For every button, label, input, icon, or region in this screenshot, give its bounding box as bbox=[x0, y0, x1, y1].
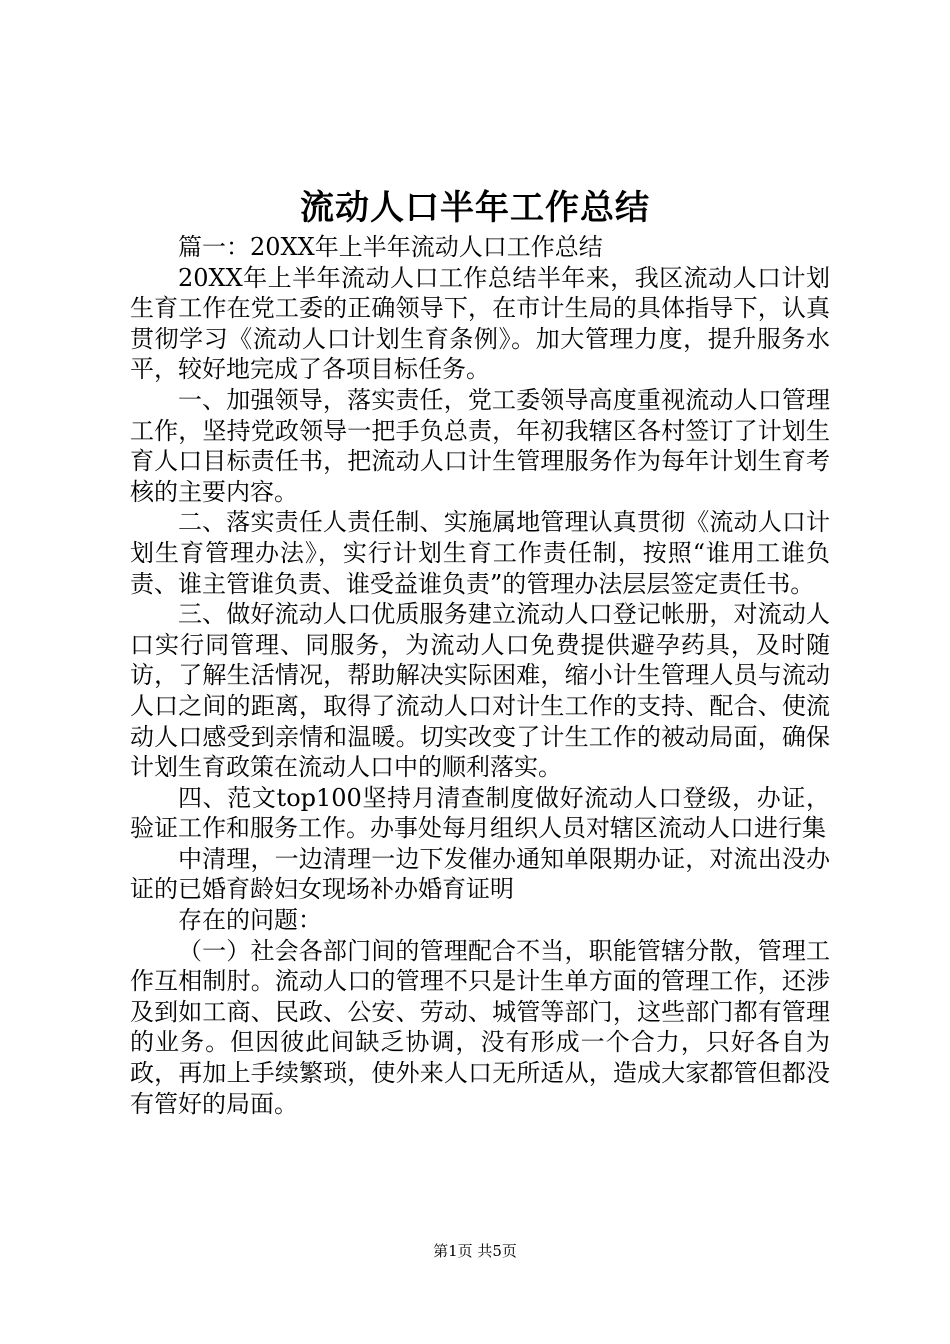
page-number: 第1页 共5页 bbox=[433, 1242, 517, 1260]
document-body bbox=[130, 232, 830, 1119]
paragraph-point-2: 二、落实责任人责任制、实施属地管理认真贯彻《流动人口计划生育管理办法》，实行计划生育工作责任制，按照“谁用工谁负责、谁主管谁负责、谁受益谁负责”的管理办法层层签定责任书。 bbox=[130, 508, 830, 598]
paragraph-point-4: 四、范文top100坚持月清查制度做好流动人口登级，办证，验证工作和服务工作。办事处每月组织人员对辖区流动人口进行集 bbox=[130, 783, 830, 843]
section-heading: 篇一：20XX年上半年流动人口工作总结 bbox=[178, 233, 603, 261]
paragraph-problem-1: （一）社会各部门间的管理配合不当，职能管辖分散，管理工作互相制肘。流动人口的管理不只是计生单方面的管理工作，还涉及到如工商、民政、公安、劳动、城管等部门，这些部门都有管理的业务。但因彼此间缺乏协调，没有形成一个合力，只好各自为政，再加上手续繁琐，使外来人口无所适从，造成大家都管但都没有管好的局面。 bbox=[130, 936, 830, 1118]
document-title: 流动人口半年工作总结 bbox=[300, 188, 650, 228]
paragraph-intro: 20XX年上半年流动人口工作总结半年来，我区流动人口计划生育工作在党工委的正确领导下，在市计生局的具体指导下，认真贯彻学习《流动人口计划生育条例》。加大管理力度，提升服务水平，较好地完成了各项目标任务。 bbox=[130, 263, 830, 384]
paragraph-point-3: 三、做好流动人口优质服务建立流动人口登记帐册，对流动人口实行同管理、同服务，为流动人口免费提供避孕药具，及时随访，了解生活情况，帮助解决实际困难，缩小计生管理人员与流动人口之间的距离，取得了流动人口对计生工作的支持、配合、使流动人口感受到亲情和温暖。切实改变了计生工作的被动局面，确保计划生育政策在流动人口中的顺利落实。 bbox=[130, 600, 830, 782]
problems-heading: 存在的问题： bbox=[178, 906, 322, 935]
paragraph-point-1: 一、加强领导，落实责任，党工委领导高度重视流动人口管理工作，坚持党政领导一把手负总责，年初我辖区各村签订了计划生育人口目标责任书，把流动人口计生管理服务作为每年计划生育考核的主要内容。 bbox=[130, 385, 830, 506]
paragraph-point-4-continued: 中清理，一边清理一边下发催办通知单限期办证，对流出没办证的已婚育龄妇女现场补办婚育证明 bbox=[130, 844, 830, 904]
